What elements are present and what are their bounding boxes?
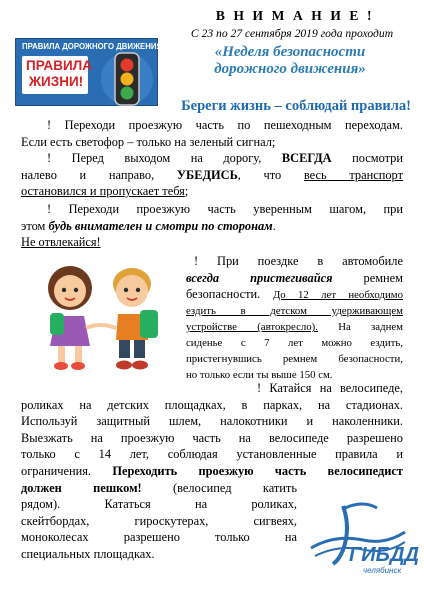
rule3-line2-c: . <box>272 218 276 233</box>
rule2-make-sure: УБЕДИСЬ <box>176 167 238 182</box>
bike-on-foot: должен пешком! <box>21 480 142 495</box>
rule3-line2-a: этом <box>21 218 49 233</box>
rule3-no-distraction: Не отвлекайся! <box>21 235 101 250</box>
children-with-backpacks-illustration <box>20 258 180 373</box>
rule2-line2 <box>21 167 403 184</box>
bike-line8: рядом). Кататься на роликах, <box>21 497 297 512</box>
gibdd-logo-city: челябинск <box>363 566 402 575</box>
rule2-line3-end: ; <box>184 184 189 199</box>
traffic-light-icon <box>99 49 155 107</box>
rule1-line1: ! Переходи проезжую часть по пешеходным переходам. <box>47 118 403 132</box>
bike-line6 <box>21 463 403 480</box>
bike-line10: моноколесах разрешено только на <box>21 530 297 545</box>
banner-line2 <box>26 58 92 90</box>
rule2-line1 <box>21 150 403 167</box>
safety-week-line1: «Неделя безопасности <box>214 44 366 60</box>
bike-line4: Выезжать на проезжую часть на велосипеде разрешено <box>21 430 403 445</box>
bike-line11: специальных площадках. <box>21 546 155 561</box>
rule2-text-c: посмотри <box>331 151 403 165</box>
rule-confident-step <box>21 201 403 251</box>
car-line3 <box>186 286 403 303</box>
bike-line7-b: (велосипед катить <box>141 480 297 495</box>
safety-week-line2: дорожного движения» <box>214 61 366 77</box>
rule2-line2-a: налево и направо, <box>21 167 177 182</box>
bike-walk-across: Переходить проезжую часть велосипедист <box>112 463 404 478</box>
banner-line2a: ПРАВИЛА <box>26 58 92 73</box>
traffic-rules-banner <box>15 38 169 106</box>
rule-seatbelt <box>186 253 403 383</box>
car-line2-b: ремнем <box>332 270 404 285</box>
car-line3-a: безопасности. <box>186 287 273 302</box>
car-always-buckle: всегда пристегивайся <box>186 270 333 285</box>
gibdd-logo <box>305 498 419 583</box>
car-line5-b: На заднем <box>317 321 403 334</box>
car-line7: пристегнувшись ремнем безопасности, <box>186 353 403 366</box>
slogan: Береги жизнь – соблюдай правила! <box>181 98 411 114</box>
car-child-seat: устройстве (автокресло). <box>186 321 318 334</box>
bike-line6-a: ограничения. <box>21 463 113 478</box>
header-title: В Н И М А Н И Е ! <box>215 8 375 23</box>
rule2-stopped: остановился и пропускает тебя <box>21 184 185 199</box>
car-line5 <box>186 319 403 335</box>
bike-line1: ! Катайся на велосипеде, <box>257 381 403 395</box>
rule2-line3 <box>21 183 403 200</box>
car-line2 <box>186 270 403 287</box>
rule3-be-attentive: будь внимателен и смотри по сторонам <box>48 218 273 233</box>
rule2-always: ВСЕГДА <box>281 151 332 165</box>
car-line8: но только если ты выше 150 см. <box>186 369 333 382</box>
rule-crosswalk <box>21 117 403 150</box>
rule2-all-transport: весь транспорт <box>303 167 403 182</box>
rule3-line1: ! Переходи проезжую часть уверенным шагом, при <box>47 202 403 216</box>
car-line4: ездить в детском удерживающем <box>186 305 403 318</box>
bike-line3: Используй защитный шлем, налокотники и наколенники. <box>21 414 403 429</box>
rule2-line2-c: , что <box>237 167 304 182</box>
bike-line5: только с 14 лет, соблюдая установленные правила и <box>21 447 403 462</box>
banner-line2b: ЖИЗНИ! <box>28 74 84 89</box>
safety-week-title <box>175 44 405 78</box>
car-line6: сиденье с 7 лет можно ездить, <box>186 337 403 350</box>
bike-line2: роликах на детских площадках, в парках, на стадионах. <box>21 397 403 412</box>
car-line1: ! При поездке в автомобиле <box>194 254 403 268</box>
bike-line7 <box>21 480 297 497</box>
car-under-12: До 12 лет необходимо <box>272 289 403 302</box>
header-date-line: С 23 по 27 сентября 2019 года проходит <box>190 27 394 40</box>
banner-line1: ПРАВИЛА ДОРОЖНОГО ДВИЖЕНИЯ – <box>22 42 169 51</box>
gibdd-logo-text: ГИБДД <box>349 544 419 566</box>
rule1-line2: Если есть светофор – только на зеленый сигнал; <box>21 134 276 149</box>
rule2-text-a: ! Перед выходом на дорогу, <box>47 151 282 165</box>
rule-look-both-ways <box>21 150 403 200</box>
rule3-line2 <box>21 218 403 235</box>
gibdd-logo-icon <box>305 498 419 578</box>
bike-line9: скейтбордах, гироскутерах, сигвеях, <box>21 513 297 528</box>
